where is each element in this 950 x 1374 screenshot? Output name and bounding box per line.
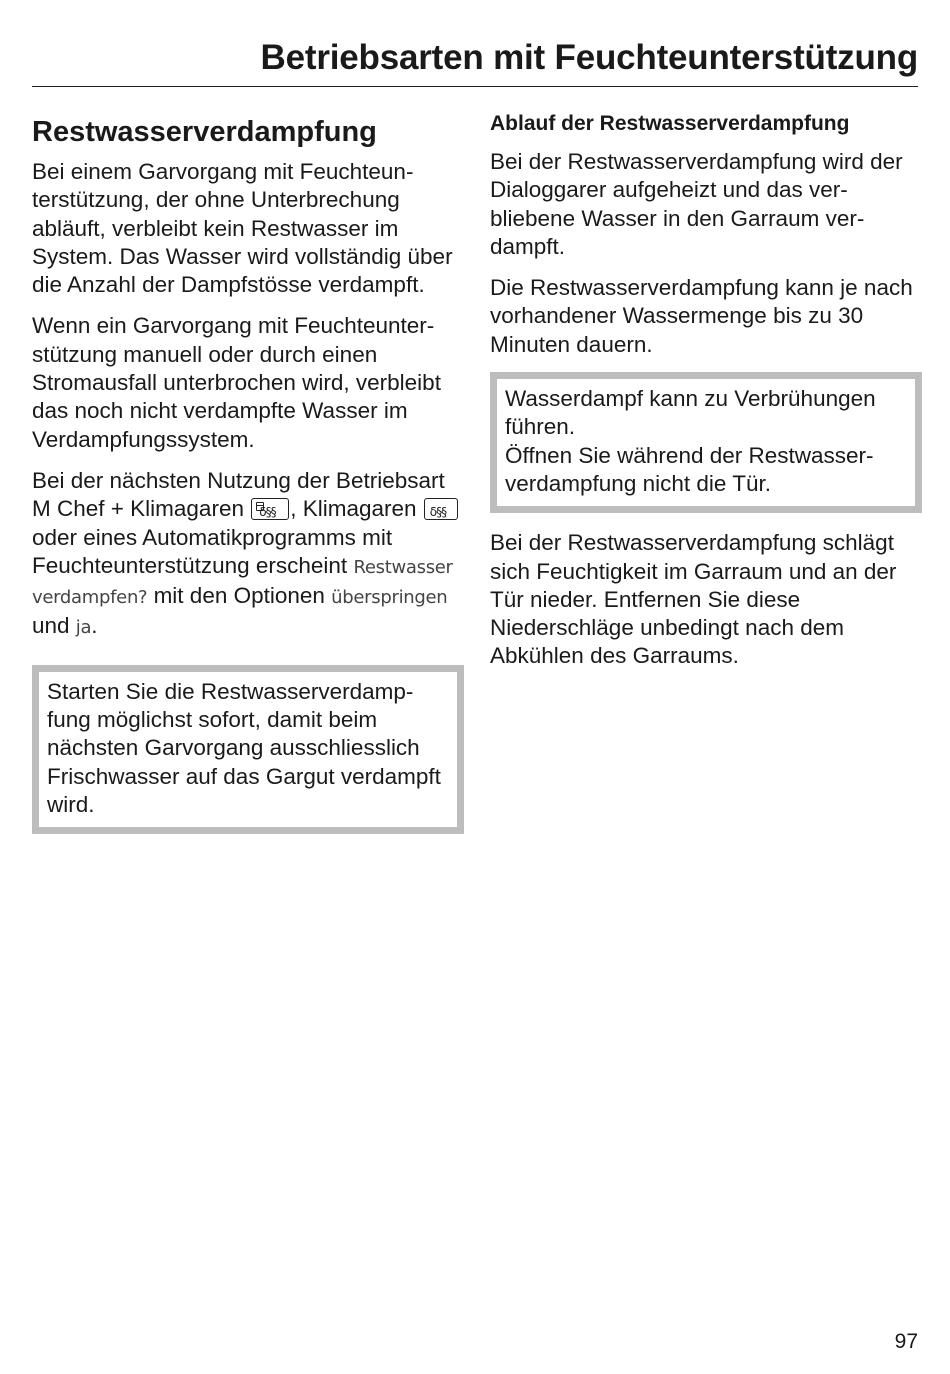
klimagaren-chef-mode-icon: δ§§ [251, 498, 289, 520]
info-note-text: Starten Sie die Restwasserverdampfung möglichst sofort, damit beim nächsten Garvorgang ausschliesslich Frischwasser auf das Gargut verdampft wird. [47, 678, 441, 817]
right-column [490, 106, 920, 684]
paragraph-3-text-1: Bei der nächsten Nutzung der Betriebsart M Chef + Klimagaren [32, 467, 445, 522]
paragraph-3 [32, 467, 464, 643]
paragraph-2: Wenn ein Garvorgang mit Feuchteunterstützung manuell oder durch einen Stromausfall unterbrochen wird, verbleibt das noch nicht verdampfte Wasser im Verdampfungssystem. [32, 313, 441, 452]
warning-box [490, 372, 922, 513]
paragraph-3-text-6: . [91, 613, 98, 639]
page-title: Betriebsarten mit Feuchteunterstützung [260, 38, 918, 77]
paragraph-3-text-3: oder eines Automatikprogramms mit Feuchteunterstützung erscheint [32, 524, 393, 578]
subsection-heading: Ablauf der Restwasserverdampfung [490, 112, 850, 135]
warning-line-2: Öffnen Sie während der Restwasserverdampfung nicht die Tür. [505, 442, 874, 496]
klimagaren-mode-icon: δ§§ [424, 498, 458, 520]
right-paragraph-3: Bei der Restwasserverdampfung schlägt sich Feuchtigkeit im Garraum und an der Tür nieder. Entfernen Sie diese Niederschläge unbedingt nach dem Abkühlen des Garraums. [490, 530, 897, 669]
info-note-box [32, 665, 464, 834]
right-paragraph-2: Die Restwasserverdampfung kann je nach vorhandener Wassermenge bis zu 30 Minuten dauern. [490, 275, 913, 357]
display-prompt-text: Restwasser verdampfen? [32, 556, 453, 609]
section-heading: Restwasserverdampfung [32, 116, 377, 148]
paragraph-3-text-4: mit den Optionen [147, 583, 332, 609]
option-skip-text: überspringen [331, 587, 448, 609]
left-column [32, 106, 464, 846]
paragraph-1: Bei einem Garvorgang mit Feuchteunterstützung, der ohne Unterbrechung abläuft, verbleibt kein Restwasser im System. Das Wasser wird vollständig über die Anzahl der Dampfstösse verdampft. [32, 159, 453, 298]
option-yes-text: ja [75, 617, 92, 639]
paragraph-3-text-2: , Klimagaren [290, 496, 423, 522]
right-paragraph-1: Bei der Restwasserverdampfung wird der Dialoggarer aufgeheizt und das verbliebene Wasser in den Garraum verdampft. [490, 149, 903, 259]
title-divider [32, 86, 918, 87]
warning-line-1: Wasserdampf kann zu Verbrühungen führen. [505, 386, 876, 440]
page-number: 97 [894, 1330, 918, 1353]
paragraph-3-text-5: und [32, 613, 76, 639]
